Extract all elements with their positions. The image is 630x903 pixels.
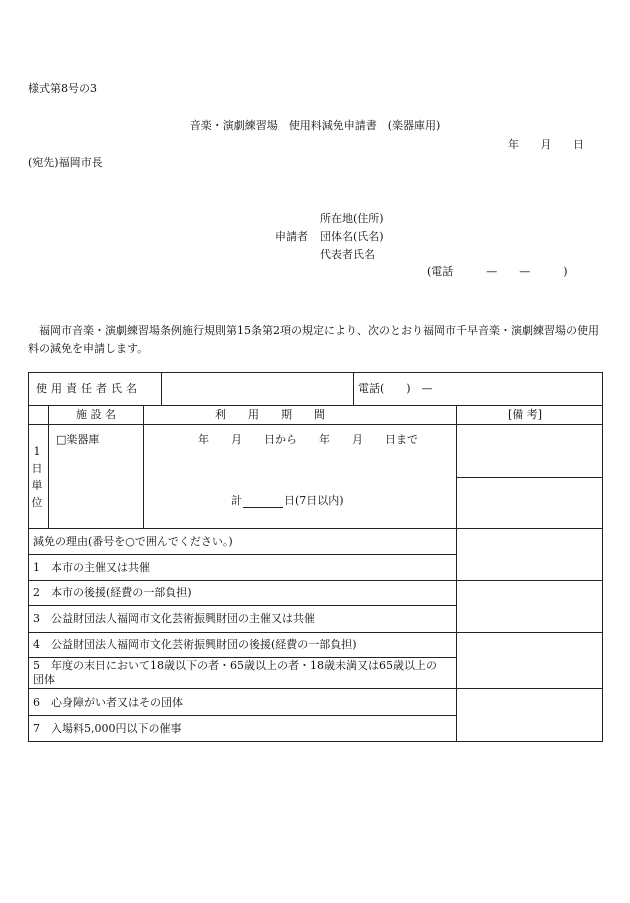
remarks-header: [備 考] [508,408,543,421]
date-month-label: 月 [540,138,552,151]
reason-2: 2 本市の後援(経費の一部負担) [33,586,192,599]
form-number: 様式第8号の3 [28,82,97,95]
reason-5-continued: 団体 [33,673,55,686]
period-header: 利 用 期 間 [215,408,325,421]
applicant-label: 申請者 [275,230,308,243]
total-prefix: 計 [231,494,242,507]
reason-5: 5 年度の末日において18歳以下の者・65歳以上の者・18歳未満又は65歳以上の [33,659,437,672]
reason-7: 7 入場料5,000円以下の催事 [33,722,182,735]
form-title: 音楽・演劇練習場 使用料減免申請書 (楽器庫用) [189,119,441,132]
date-year-label: 年 [508,138,519,151]
reason-header: 減免の理由(番号を○で囲んでください。) [33,535,233,548]
application-statement: 福岡市音楽・演劇練習場条例施行規則第15条第2項の規定により、次のとおり福岡市千早音楽・演劇練習場の使用料の減免を申請します。 [28,324,599,355]
total-days [231,494,344,508]
total-days-blank[interactable] [243,496,283,508]
responsible-phone-label: 電話( ) — [358,382,433,395]
unit-label: 1日単位 [31,445,43,509]
reason-1: 1 本市の主催又は共催 [33,561,150,574]
date-line [508,138,584,152]
total-suffix: 日(7日以内) [284,494,344,507]
applicant-representative-label: 代表者氏名 [320,248,375,261]
facility-header: 施 設 名 [76,408,116,421]
facility-instrument-storage: □楽器庫 [56,433,100,446]
applicant-phone-label: (電話 — — ) [427,265,568,278]
reason-4: 4 公益財団法人福岡市文化芸術振興財団の後援(経費の一部負担) [33,638,357,651]
period-from-to: 年 月 日から 年 月 日まで [198,433,418,446]
responsible-person-label: 使用責任者氏名 [36,382,141,395]
applicant-organization-label: 団体名(氏名) [320,230,384,243]
addressee: (宛先)福岡市長 [28,156,103,169]
reason-3: 3 公益財団法人福岡市文化芸術振興財団の主催又は共催 [33,612,315,625]
reason-6: 6 心身障がい者又はその団体 [33,696,183,709]
date-day-label: 日 [573,138,584,151]
applicant-address-label: 所在地(住所) [320,212,384,225]
